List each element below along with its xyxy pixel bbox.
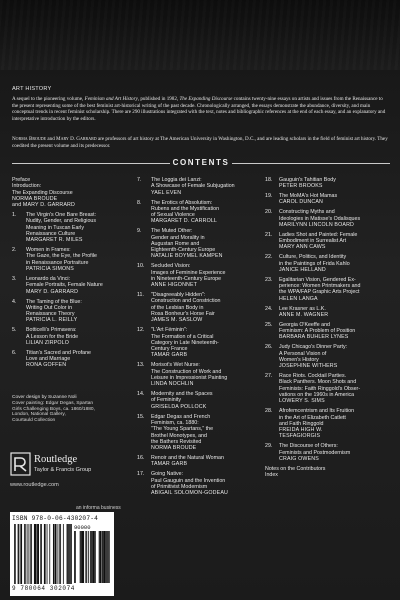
barcode-bar (30, 524, 31, 584)
cover-credit (12, 395, 112, 424)
chapter-title: The MoMA's Hot Mamas (279, 193, 338, 200)
chapter-title: Botticelli's Primavera: A Lesson for the Bride (26, 327, 79, 340)
heading-rule-left (12, 163, 170, 164)
barcode (10, 512, 114, 596)
barcode-bar (71, 524, 72, 584)
chapter-title: Gauguin's Tahitian Body (279, 177, 336, 183)
blurb-book-2: The Expanding Discourse (179, 96, 233, 102)
barcode-bar (103, 531, 104, 583)
barcode-bar (99, 531, 100, 583)
barcode-bar (95, 531, 96, 583)
chapter-author: LOWERY S. SIMS (279, 398, 325, 405)
ean-digits: 9 780064 302074 (12, 585, 76, 592)
chapter-number: 4. (12, 298, 17, 305)
chapter-title: Leonardo da Vinci: Female Portraits, Female Nature (26, 276, 103, 289)
barcode-bar (19, 524, 20, 584)
description-paragraph (12, 96, 390, 122)
barcode-bar (53, 524, 54, 584)
chapter-author: MARGARET D. CARROLL (151, 218, 218, 225)
chapter-author: MARY ANN CAWS (279, 244, 326, 251)
chapter-title: The Discourse of Others: Feminists and Postmodernism (279, 443, 351, 456)
barcode-bar (67, 524, 68, 584)
contents-heading (12, 158, 390, 168)
barcode-bar (105, 531, 106, 583)
chapter-author: ANNE HIGONNET (151, 282, 198, 289)
chapter-title: Modernity and the Spaces of Femininity (151, 391, 213, 404)
chapter-author: ABIGAIL SOLOMON-GODEAU (151, 490, 228, 497)
publisher-name: Routledge (34, 454, 78, 465)
barcode-bar (15, 524, 16, 584)
chapter-author: JAMES M. SASLOW (151, 317, 203, 324)
chapter-author: JOSEPHINE WITHERS (279, 363, 338, 370)
barcode-bar (88, 531, 89, 583)
cover-painting-credit: Cover painting: Edgar Degas, Spartan Girls Challenging Boys, ca. 1860/1880, London, National Gallery, Courtauld Collection (12, 400, 95, 424)
chapter-title: Edgar Degas and French Feminism, ca. 1880: "The Young Spartans," the Brothel Monotypes, and the Bathers Revisited (151, 413, 214, 445)
barcode-bar (83, 531, 85, 583)
barcode-bar (47, 524, 48, 584)
cover-painting-strip (0, 0, 400, 70)
chapter-author: PATRICIA SIMONS (26, 266, 74, 273)
chapter-title: Race Riots. Cocktail Parties. Black Panthers. Moon Shots and Feminists: Faith Ringgold's Obser- vations on the 1960s in America (279, 373, 361, 399)
chapter-number: 21. (265, 231, 273, 238)
chapter-number: 10. (137, 263, 145, 270)
chapter-number: 25. (265, 321, 273, 328)
blurb-start: A sequel to the pioneering volume, (12, 96, 85, 102)
barcode-bar (24, 524, 25, 584)
isbn-text: ISBN 978-0-06-430207-4 (12, 515, 99, 522)
publisher-url[interactable]: www.routledge.com (10, 482, 59, 488)
chapter-title: Morisot's Wet Nurse: The Construction of Work and Leisure in Impressionist Painting (151, 362, 228, 381)
chapter-author: LILIAN ZIRPOLO (26, 339, 70, 346)
barcode-bar (70, 524, 71, 584)
blurb-book-1: Feminism and Art History (84, 96, 138, 102)
chapter-author: MARY D. GARRARD (26, 288, 79, 295)
barcode-bar (18, 524, 19, 584)
chapter-author: CAROL DUNCAN (279, 199, 323, 206)
chapter-title: Ladies Shot and Painted: Female Embodiment in Surrealist Art (279, 231, 358, 245)
bio-and: and (46, 136, 57, 142)
chapter-title: Lee Krasner as L.K. (279, 305, 326, 312)
barcode-bar (100, 531, 102, 583)
barcode-bar (80, 531, 81, 583)
chapter-author: GRISELDA POLLOCK (151, 403, 207, 410)
price-barcode-bars (74, 531, 112, 583)
chapter-number: 22. (265, 254, 273, 261)
barcode-bar (85, 531, 86, 583)
chapter-author: TAMAR GARB (151, 352, 188, 359)
chapter-title: The Virgin's One Bare Breast: Nudity, Gender, and Religious Meaning in Tuscan Early Renaissance Culture (26, 212, 97, 237)
chapter-number: 18. (265, 177, 273, 183)
barcode-bar (74, 531, 75, 583)
chapter-title: The Taming of the Blue: Writing Out Color in Renaissance Theory (26, 298, 82, 318)
bio-name-2: Mary D. Garrard (56, 136, 97, 142)
bio-name-1: Norma Broude (12, 136, 47, 142)
barcode-bar (38, 524, 39, 584)
chapter-number: 19. (265, 193, 273, 200)
chapter-number: 5. (12, 327, 17, 334)
chapter-number: 8. (137, 199, 142, 206)
barcode-bar (56, 524, 57, 584)
editors-bio (12, 136, 390, 149)
chapter-title: Constructing Myths and Ideologies in Matisse's Odalisques (279, 209, 361, 222)
chapter-author: BARBARA BUHLER LYNES (279, 334, 349, 341)
barcode-bar (41, 524, 42, 584)
chapter-number: 11. (137, 292, 144, 299)
barcode-bar (45, 524, 46, 584)
barcode-bar (102, 531, 103, 583)
chapter-title: Renoir and the Natural Woman (151, 455, 224, 462)
chapter-author: ANNE M. WAGNER (279, 311, 329, 318)
barcode-bar (29, 524, 30, 584)
chapter-number: 20. (265, 209, 273, 216)
blurb-rest: contains twenty-nine essays on artists and issues from the Renaissance to the present representing some of the best feminist art-historical writing of the past decade. Chronologically arranged, the essays demonstrate the abundance, diversity, and main conceptual trends in recent feminist scholarship. There are 290 illustrations integrated with the text, notes and bibliographic references at the end of each essay, and an explanatory and interpretative introduction by the editors. (12, 96, 386, 122)
chapter-number: 28. (265, 408, 273, 415)
barcode-bar (67, 524, 68, 584)
chapter-author: PETER BROOKS (279, 183, 323, 190)
chapter-number: 26. (265, 344, 273, 351)
barcode-bar (63, 524, 64, 584)
chapter-title: "L'Art Féminin": The Formation of a Critical Category in Late Nineteenth- Century France (151, 327, 219, 353)
chapter-title: The Muted Other: Gender and Morality in Augustan Rome and Eighteenth-Century Europe (151, 228, 216, 254)
barcode-bar (68, 524, 69, 584)
chapter-number: 23. (265, 276, 273, 283)
chapter-number: 2. (12, 247, 17, 254)
chapter-author: JANICE HELLAND (279, 266, 326, 273)
barcode-bar (60, 524, 61, 584)
chapter-author: MARGARET R. MILES (26, 237, 83, 244)
chapter-number: 27. (265, 373, 273, 380)
contents-label: CONTENTS (172, 158, 230, 167)
chapter-title: Women in Frames: The Gaze, the Eye, the Profile in Renaissance Portraiture (26, 247, 97, 266)
barcode-bar (106, 531, 108, 583)
price-code: 90000 (74, 524, 91, 531)
chapter-title: Notes on the Contributors Index (265, 465, 326, 479)
barcode-bar (49, 524, 50, 584)
category-label: ART HISTORY (12, 86, 52, 92)
barcode-bar (91, 531, 92, 583)
chapter-number: 1. (12, 212, 17, 219)
chapter-number: 29. (265, 443, 273, 450)
chapter-title: Judy Chicago's Dinner Party: A Personal Vision of Women's History (279, 344, 348, 363)
cover-design-credit: Cover design by Suzanne Noli (12, 395, 77, 400)
chapter-number: 9. (137, 228, 142, 235)
chapter-number: 16. (137, 455, 145, 462)
chapter-author: RONA GOFFEN (26, 362, 67, 369)
chapter-title: Egalitarian Vision, Gendered Ex- perience: Women Printmakers and the WPA/FAP Graphic Arts Project (279, 276, 361, 296)
barcode-bar (35, 524, 36, 584)
heading-rule-right (232, 163, 390, 164)
chapter-number: 15. (137, 413, 145, 420)
barcode-bar (31, 524, 32, 584)
barcode-bar (86, 531, 87, 583)
barcode-bar (94, 531, 95, 583)
barcode-bar (25, 524, 26, 584)
barcode-bar (92, 531, 93, 583)
blurb-mid: , published in 1982, (137, 96, 180, 102)
barcode-bar (37, 524, 38, 584)
chapter-number: 17. (137, 471, 145, 478)
ean-barcode-bars (14, 524, 72, 584)
informa-tagline: an informa business (76, 505, 121, 511)
barcode-bar (104, 531, 105, 583)
barcode-bar (58, 524, 59, 584)
chapter-title: Culture, Politics, and Identity in the Paintings of Frida Kahlo (279, 254, 350, 267)
chapter-number: 3. (12, 276, 17, 282)
barcode-bar (108, 531, 110, 583)
barcode-bar (27, 524, 28, 584)
chapter-number: 14. (137, 391, 145, 398)
chapter-title: Titian's Sacred and Profane Love and Marriage (26, 349, 92, 363)
publisher-group: Taylor & Francis Group (34, 467, 92, 473)
chapter-author: HELEN LANGA (279, 295, 318, 302)
barcode-bar (14, 524, 15, 584)
chapter-title: "Disagreeably Hidden": Construction and Constriction of the Lesbian Body in Rosa Bonheur's Horse Fair (151, 292, 221, 318)
chapter-number: 12. (137, 327, 145, 334)
chapter-number: 6. (12, 349, 17, 356)
chapter-title: Georgia O'Keeffe and Feminism: A Problem of Position (279, 321, 356, 335)
chapter-title: Afrofemcentrism and Its Fruition in the Art of Elizabeth Catlett and Faith Ringgold (279, 408, 355, 427)
chapter-author: CRAIG OWENS (279, 455, 319, 462)
chapter-title: Secluded Vision: Images of Feminine Experience in Nineteenth-Century Europe (151, 263, 226, 282)
chapter-title: Going Native: Paul Gauguin and the Invention of Primitivist Modernism (151, 471, 226, 490)
chapter-author: PATRICIA L. REILLY (26, 317, 78, 324)
barcode-bar (21, 524, 22, 584)
bio-text: are professors of art history at The American University in Washington, D.C., and are leading scholars in the field of feminist art history. They coedited the present volume and its predecessor. (12, 136, 388, 149)
chapter-author: NORMA BROUDE and MARY D. GARRARD (12, 195, 75, 209)
chapter-author: MARILYNN LINCOLN BOARD (279, 221, 355, 228)
chapter-title: Preface Introduction: The Expanding Discourse (12, 177, 73, 196)
chapter-author: LINDA NOCHLIN (151, 381, 194, 388)
publisher-logo (10, 450, 118, 488)
barcode-bar (59, 524, 60, 584)
chapter-author: FREIDA HIGH W. TESFAGIORGIS (279, 427, 323, 440)
routledge-mark-icon (10, 452, 31, 476)
chapter-number: 24. (265, 305, 273, 312)
barcode-bar (40, 524, 41, 584)
barcode-bar (90, 531, 91, 583)
chapter-title: The Loggia dei Lanzi: A Showcase of Female Subjugation (151, 177, 235, 190)
chapter-title: The Erotics of Absolutism: Rubens and the Mystification of Sexual Violence (151, 199, 220, 219)
chapter-author: YAEL EVEN (151, 189, 182, 196)
chapter-number: 7. (137, 177, 142, 183)
barcode-bar (75, 531, 76, 583)
chapter-number: 13. (137, 362, 145, 369)
chapter-author: NORMA BROUDE (151, 445, 197, 452)
chapter-author: TAMAR GARB (151, 461, 188, 468)
barcode-bar (81, 531, 82, 583)
chapter-author: NATALIE BOYMEL KAMPEN (151, 253, 223, 260)
